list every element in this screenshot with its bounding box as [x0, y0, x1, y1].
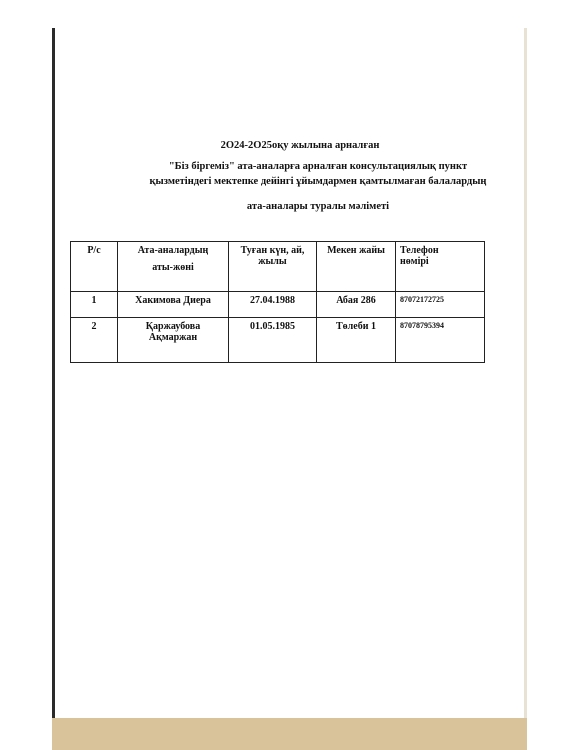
document-title: 2О24-2О25оқу жылына арналған: [220, 140, 380, 151]
cell-full-name: Хакимова Диера: [118, 292, 229, 318]
parents-info-table: [70, 241, 485, 363]
table-row: [71, 292, 485, 318]
header-full-name-line-2: аты-жөні: [152, 262, 194, 273]
header-phone-line-1: Телефон: [400, 245, 439, 256]
header-phone: [396, 242, 485, 292]
header-number: Р/с: [71, 242, 118, 292]
cell-address: Төлеби 1: [317, 318, 396, 363]
header-phone-line-2: нөмірі: [400, 256, 429, 267]
scan-border-bottom: [52, 718, 527, 750]
table-header-row: [71, 242, 485, 292]
document-subtitle-line-1: "Біз біргеміз" ата-аналарға арналған консультациялық пункт: [168, 161, 468, 172]
header-birth-date-line-2: жылы: [258, 256, 287, 267]
cell-address: Абая 286: [317, 292, 396, 318]
cell-number: 2: [71, 318, 118, 363]
header-birth-date: [229, 242, 317, 292]
document-page: [55, 28, 524, 718]
header-address: Мекен жайы: [317, 242, 396, 292]
cell-number: 1: [71, 292, 118, 318]
document-subtitle-line-3: ата-аналары туралы мәліметі: [246, 201, 390, 212]
header-full-name-line-1: Ата-аналардың: [137, 245, 209, 256]
cell-birth-date: 27.04.1988: [229, 292, 317, 318]
scan-border-right: [524, 28, 527, 720]
table-row: [71, 318, 485, 363]
cell-full-name: Қаржаубова Ақмаржан: [118, 318, 229, 363]
header-full-name: [118, 242, 229, 292]
cell-phone: 87072172725: [396, 292, 485, 318]
cell-phone: 87078795394: [396, 318, 485, 363]
document-subtitle-line-2: қызметіндегі мектепке дейінгі ұйымдармен қамтылмаған балалардың: [149, 176, 487, 187]
cell-birth-date: 01.05.1985: [229, 318, 317, 363]
header-birth-date-line-1: Туған күн, ай,: [240, 245, 305, 256]
